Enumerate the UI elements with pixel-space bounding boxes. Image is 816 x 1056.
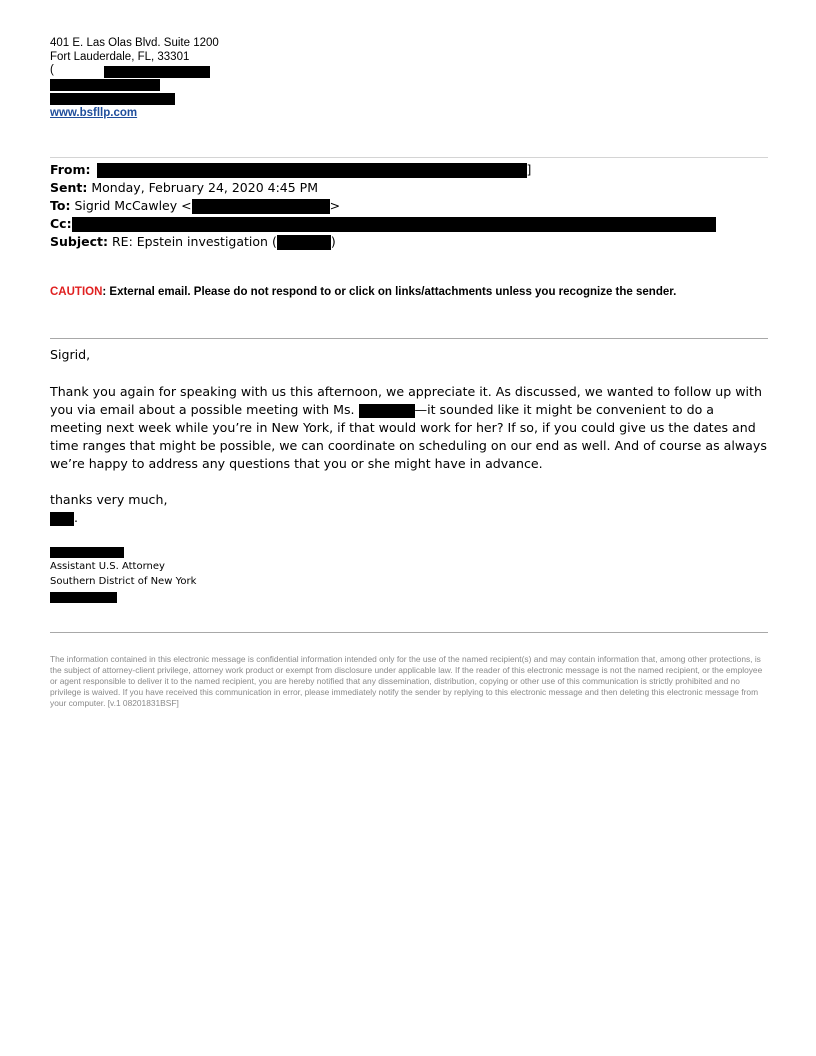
to-value: Sigrid McCawley < [74,198,192,213]
website-link[interactable]: www.bsfllp.com [50,107,138,119]
paragraph-part-2: —it sounded like it might be convenient to do a meeting next week while you’re in New York, if that would work for her? If so, if you could give us the dates and time ranges that might be possible, we can coordinate on scheduling on our end as well. And of course as always we’re happy to address any questions that you or she might have in advance. [50,402,767,471]
redaction-cc [72,217,716,232]
to-label: To: [50,198,71,213]
redaction-signature-name [50,547,124,558]
subject-label: Subject: [50,234,108,249]
sent-value: Monday, February 24, 2020 4:45 PM [91,180,319,195]
sent-row [50,179,318,197]
from-row [50,161,531,179]
address-line-2: Fort Lauderdale, FL, 33301 [50,50,190,63]
phone-prefix: ( [50,64,54,77]
redaction-signature-contact [50,592,117,603]
redaction-to-email [192,199,330,214]
confidentiality-disclaimer: The information contained in this electronic message is confidential information intended only for the use of the named recipient(s) and may contain information that, among other protections, is the subject of attorney-client privilege, attorney work product or exempt from disclosure under applicable law. If the reader of this electronic message is not the named recipient, or the employee or agent responsible to deliver it to the named recipient, you are hereby notified that any dissemination, distribution, copying or other use of this communication is strictly prohibited and no privilege is waived. If you have received this communication in error, please immediately notify the sender by replying to this electronic message and then deleting this electronic message from your computer. [v.1 08201831BSF] [50,654,763,708]
paragraph-part-1: Thank you again for speaking with us this afternoon, we appreciate it. As discussed, we wanted to follow up with you via email about a possible meeting with Ms. [50,384,762,417]
message-paragraph [50,383,768,473]
header-divider [50,157,768,158]
greeting: Sigrid, [50,347,91,362]
to-row [50,197,340,215]
from-label: From: [50,162,91,177]
cc-row [50,215,716,233]
from-close: ] [526,162,532,177]
redaction-address-2 [50,79,160,91]
redaction-phone [104,66,210,78]
signoff-period: . [74,510,79,525]
address-line-1: 401 E. Las Olas Blvd. Suite 1200 [50,37,219,49]
subject-value: RE: Epstein investigation ( [111,234,277,249]
sent-label: Sent: [50,180,88,195]
signature-office: Southern District of New York [50,576,197,587]
footer-divider [50,632,768,633]
redaction-name [359,404,415,418]
redaction-from [97,163,527,178]
subject-row [50,233,336,251]
redaction-address-3 [50,93,175,105]
sender-signoff [50,509,768,527]
caution-text: : External email. Please do not respond to or click on links/attachments unless you recognize the sender. [102,286,677,298]
subject-close: ) [330,234,336,249]
caution-label: CAUTION [50,286,103,298]
redaction-subject [277,235,331,250]
to-close: > [329,198,341,213]
closing: thanks very much, [50,492,168,507]
cc-label: Cc: [50,216,72,231]
redaction-sender-initials [50,512,74,526]
body-divider [50,338,768,339]
address-block [50,37,219,119]
caution-banner [50,286,676,298]
signature-title: Assistant U.S. Attorney [50,561,165,572]
